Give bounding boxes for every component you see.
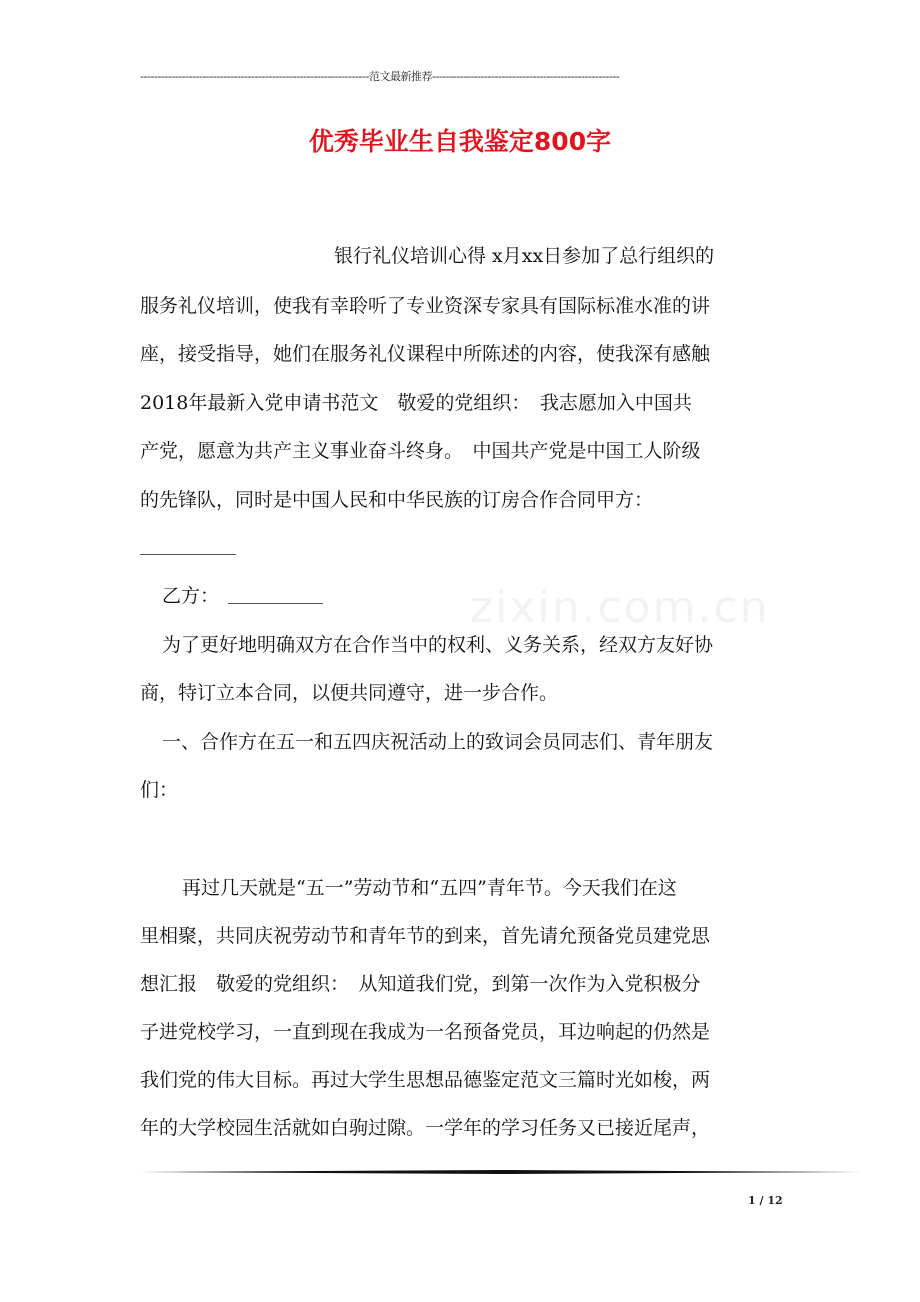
paragraph-line: 商，特订立本合同，以便共同遵守，进一步合作。 [140, 682, 559, 704]
paragraph-line: 想汇报 敬爱的党组织： 从知道我们党，到第一次作为入党积极分 [140, 973, 701, 995]
party-b-label: 乙方： [162, 585, 220, 607]
paragraph-line: 里相聚，共同庆祝劳动节和青年节的到来，首先请允预备党员建党思 [140, 925, 711, 947]
paragraph-line: 银行礼仪培训心得 x月xx日参加了总行组织的 [334, 245, 715, 267]
page-number: 1 / 12 [748, 1194, 783, 1207]
paragraph-line: 服务礼仪培训，使我有幸聆听了专业资深专家具有国际标准水准的讲 [140, 295, 711, 317]
paragraph-line: 产党，愿意为共产主义事业奋斗终身。 中国共产党是中国工人阶级 [140, 440, 701, 462]
party-a-blank [140, 554, 236, 555]
paragraph-line: 2018年最新入党申请书范文 敬爱的党组织： 我志愿加入中国共 [140, 392, 692, 414]
paragraph-line: 子进党校学习，一直到现在我成为一名预备党员，耳边响起的仍然是 [140, 1021, 711, 1043]
document-title: 优秀毕业生自我鉴定800字 [308, 127, 612, 156]
paragraph-line: 座，接受指导，她们在服务礼仪课程中所陈述的内容，使我深有感触 [140, 343, 711, 365]
paragraph-line: 们： [140, 779, 179, 801]
footer-divider [140, 1170, 862, 1174]
paragraph-line: 我们党的伟大目标。再过大学生思想品德鉴定范文三篇时光如梭，两 [140, 1069, 711, 1091]
watermark: zixin.com.cn [470, 582, 770, 633]
paragraph-line: 年的大学校园生活就如白驹过隙。一学年的学习任务又已接近尾声， [140, 1117, 711, 1139]
paragraph-line: 一、合作方在五一和五四庆祝活动上的致词会员同志们、青年朋友 [162, 731, 714, 753]
party-b-blank [228, 603, 323, 604]
paragraph-line: 为了更好地明确双方在合作当中的权利、义务关系，经双方友好协 [162, 634, 714, 656]
page-header: ------------------------------------------------------------------范文最新推荐------------------------------------------------------ [140, 70, 620, 83]
paragraph-line: 的先锋队，同时是中国人民和中华民族的订房合作合同甲方： [140, 489, 654, 511]
paragraph-line: 再过几天就是“五一”劳动节和“五四”青年节。今天我们在这 [182, 877, 677, 899]
